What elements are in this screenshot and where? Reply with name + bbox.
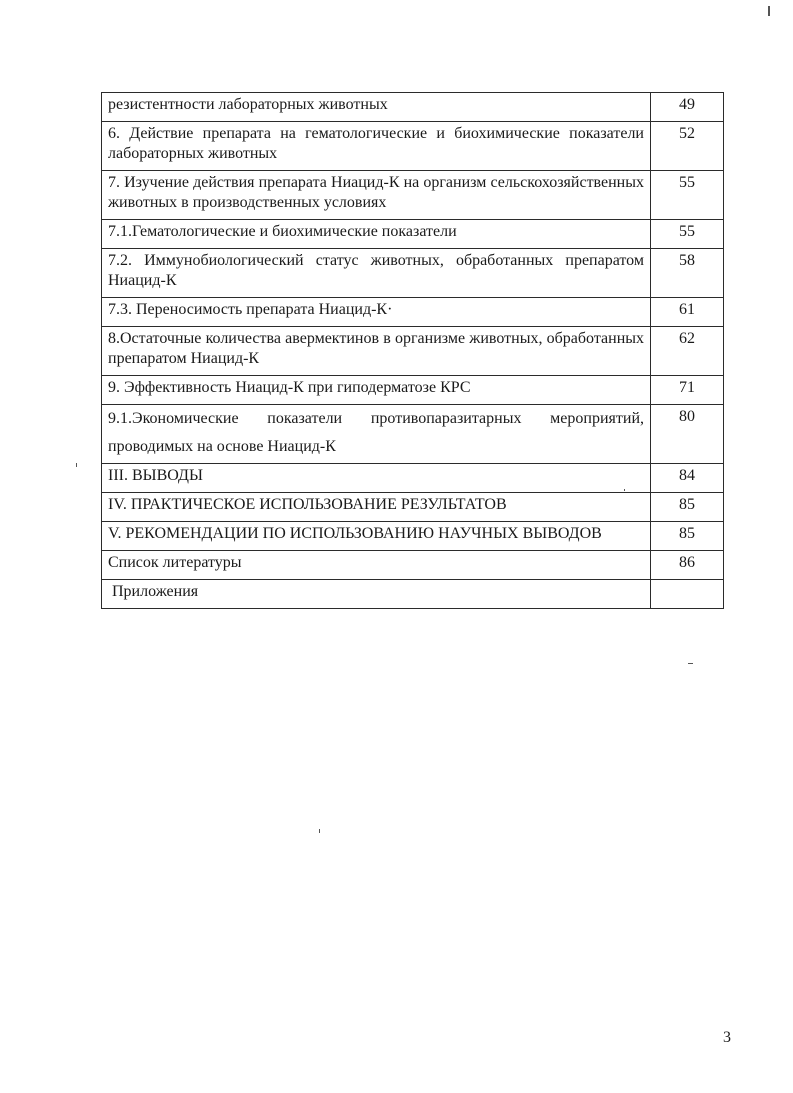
toc-entry-page: 84 xyxy=(651,464,724,493)
toc-row xyxy=(102,93,724,122)
toc-entry-page: 62 xyxy=(651,327,724,376)
toc-entry-title: 7.1.Гематологические и биохимические показатели xyxy=(102,220,651,249)
toc-entry-page: 49 xyxy=(651,93,724,122)
scan-speck xyxy=(768,6,770,16)
toc-entry-title: 8.Остаточные количества авермектинов в организме животных, обработанных препаратом Ниацид-К xyxy=(102,327,651,376)
toc-entry-title: Список литературы xyxy=(102,551,651,580)
page-number: 3 xyxy=(723,1029,731,1046)
toc-entry-page: 52 xyxy=(651,122,724,171)
toc-entry-page: 85 xyxy=(651,493,724,522)
toc-row xyxy=(102,551,724,580)
toc-row xyxy=(102,327,724,376)
scan-speck xyxy=(319,829,320,833)
toc-entry-page: 85 xyxy=(651,522,724,551)
toc-entry-page: 55 xyxy=(651,171,724,220)
toc-entry-title: 6. Действие препарата на гематологические и биохимические показатели лабораторных животных xyxy=(102,122,651,171)
toc-row xyxy=(102,122,724,171)
scan-speck xyxy=(688,663,693,664)
toc-entry-title: 7.3. Переносимость препарата Ниацид-К· xyxy=(102,298,651,327)
toc-entry-page: 86 xyxy=(651,551,724,580)
toc-entry-title: V. РЕКОМЕНДАЦИИ ПО ИСПОЛЬЗОВАНИЮ НАУЧНЫХ ВЫВОДОВ xyxy=(102,522,651,551)
toc-entry-page xyxy=(651,580,724,609)
toc-entry-title: 7. Изучение действия препарата Ниацид-К на организм сельскохозяйственных животных в производственных условиях xyxy=(102,171,651,220)
toc-entry-title: Приложения xyxy=(102,580,651,609)
toc-row xyxy=(102,376,724,405)
toc-entry-title: III. ВЫВОДЫ xyxy=(102,464,651,493)
toc-entry-title: 9. Эффективность Ниацид-К при гиподерматозе КРС xyxy=(102,376,651,405)
toc-entry-title: 7.2. Иммунобиологический статус животных, обработанных препаратом Ниацид-К xyxy=(102,249,651,298)
toc-entry-title: резистентности лабораторных животных xyxy=(102,93,651,122)
table-of-contents xyxy=(101,92,724,609)
toc-row xyxy=(102,493,724,522)
toc-entry-page: 61 xyxy=(651,298,724,327)
toc-row xyxy=(102,220,724,249)
toc-entry-title: 9.1.Экономические показатели противопаразитарных мероприятий, проводимых на основе Ниацид-К xyxy=(102,405,651,464)
scan-speck xyxy=(624,489,625,491)
toc-row xyxy=(102,580,724,609)
toc-row xyxy=(102,464,724,493)
toc-entry-page: 58 xyxy=(651,249,724,298)
toc-entry-page: 80 xyxy=(651,405,724,464)
toc-entry-page: 55 xyxy=(651,220,724,249)
scan-speck xyxy=(76,463,77,467)
toc-row xyxy=(102,298,724,327)
toc-row xyxy=(102,171,724,220)
toc-entry-title: IV. ПРАКТИЧЕСКОЕ ИСПОЛЬЗОВАНИЕ РЕЗУЛЬТАТОВ xyxy=(102,493,651,522)
toc-row xyxy=(102,249,724,298)
toc-entry-page: 71 xyxy=(651,376,724,405)
toc-row xyxy=(102,522,724,551)
toc-row xyxy=(102,405,724,464)
